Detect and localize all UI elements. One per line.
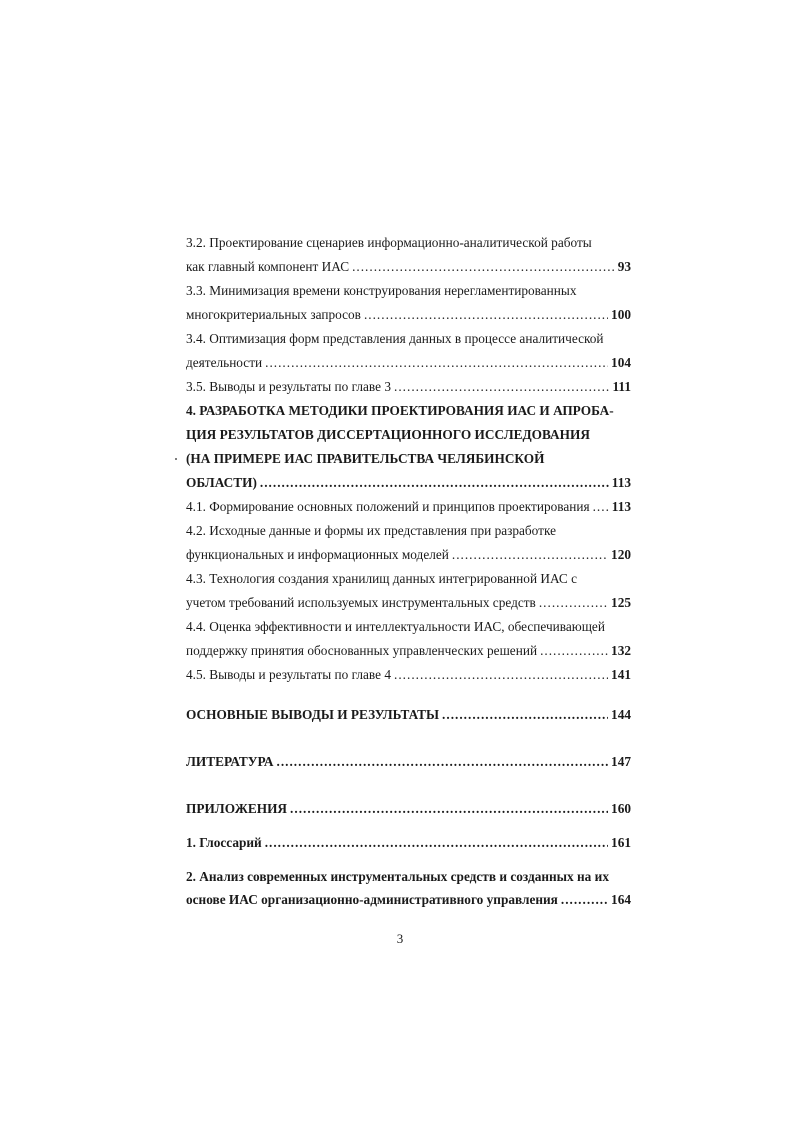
toc-entry-text: учетом требований используемых инструментальных средств [186,595,536,610]
toc-entry-text: 4.2. Исходные данные и формы их представления при разработке [186,523,557,538]
toc-chapter-text: ЦИЯ РЕЗУЛЬТАТОВ ДИССЕРТАЦИОННОГО ИССЛЕДОВАНИЯ [186,427,590,442]
scan-speck [175,458,177,460]
toc-section-text: ПРИЛОЖЕНИЯ [186,801,288,816]
toc-page-number: 125 [611,595,631,610]
toc-page-number: 161 [611,835,631,850]
toc-section-text: 1. Глоссарий [186,835,262,850]
toc-entry-4-4-line2 [186,641,631,661]
leader-dots [442,705,608,725]
toc-appendices [186,799,631,819]
toc-entry-text: многокритериальных запросов [186,307,361,322]
leader-dots [265,353,608,373]
page-number: 3 [396,931,404,946]
toc-entry-text: 4.5. Выводы и результаты по главе 4 [186,667,392,682]
toc-entry-text: деятельности [186,355,263,370]
toc-section-text: ОСНОВНЫЕ ВЫВОДЫ И РЕЗУЛЬТАТЫ [186,707,440,722]
toc-entry-3-2-line1 [186,233,631,253]
toc-page-number: 104 [611,355,631,370]
leader-dots [290,799,608,819]
toc-entry-3-5 [186,377,631,397]
toc-entry-3-2-line2 [186,257,631,277]
toc-entry-4-1 [186,497,631,517]
toc-entry-text: 4.4. Оценка эффективности и интеллектуальности ИАС, обеспечивающей [186,619,605,634]
toc-entry-3-4-line1 [186,329,631,349]
toc-entry-3-3-line2 [186,305,631,325]
toc-entry-text: 4.3. Технология создания хранилищ данных интегрированной ИАС с [186,571,578,586]
toc-entry-text: 3.3. Минимизация времени конструирования нерегламентированных [186,283,577,298]
leader-dots [539,593,608,613]
toc-entry-4-4-line1 [186,617,631,637]
leader-dots [265,833,608,853]
leader-dots [364,305,608,325]
toc-analysis-line1 [186,867,631,887]
toc-entry-4-2-line1 [186,521,631,541]
toc-entry-text: 3.2. Проектирование сценариев информационно-аналитической работы [186,235,592,250]
toc-entry-text: 3.4. Оптимизация форм представления данных в процессе аналитической [186,331,604,346]
toc-chapter-4-line3 [186,449,631,469]
toc-entry-4-2-line2 [186,545,631,565]
toc-page-number: 111 [612,379,631,394]
toc-entry-4-5 [186,665,631,685]
toc-entry-text: поддержку принятия обоснованных управленческих решений [186,643,538,658]
toc-page-number: 144 [611,707,631,722]
toc-chapter-text: ОБЛАСТИ) [186,475,257,490]
toc-chapter-4-line4 [186,473,631,493]
toc-glossary [186,833,631,853]
toc-page-number: 120 [611,547,631,562]
toc-chapter-text: (НА ПРИМЕРЕ ИАС ПРАВИТЕЛЬСТВА ЧЕЛЯБИНСКОЙ [186,451,545,466]
toc-entry-4-3-line1 [186,569,631,589]
toc-page-number: 100 [611,307,631,322]
toc-page-number: 132 [611,643,631,658]
toc-analysis-line2 [186,890,631,910]
toc-section-text: основе ИАС организационно-административного управления [186,892,558,907]
toc-page-number: 113 [611,475,631,490]
toc-page-number: 141 [611,667,631,682]
toc-entry-text: 4.1. Формирование основных положений и принципов проектирования [186,499,590,514]
toc-page-number: 160 [611,801,631,816]
leader-dots [593,497,609,517]
toc-entry-text: как главный компонент ИАС [186,259,350,274]
toc-page-number: 164 [611,892,631,907]
toc-literature [186,752,631,772]
leader-dots [394,377,610,397]
toc-entry-3-3-line1 [186,281,631,301]
toc-page-number: 93 [617,259,631,274]
leader-dots [352,257,615,277]
leader-dots [561,890,608,910]
toc-entry-4-3-line2 [186,593,631,613]
toc-section-text: ЛИТЕРАТУРА [186,754,274,769]
leader-dots [452,545,608,565]
toc-chapter-4-line2 [186,425,631,445]
leader-dots [277,752,609,772]
toc-conclusions [186,705,631,725]
toc-section-text: 2. Анализ современных инструментальных средств и созданных на их [186,869,609,884]
toc-chapter-4-line1 [186,401,631,421]
leader-dots [260,473,609,493]
toc-entry-3-4-line2 [186,353,631,373]
toc-entry-text: 3.5. Выводы и результаты по главе 3 [186,379,392,394]
leader-dots [540,641,608,661]
leader-dots [394,665,608,685]
toc-chapter-text: 4. РАЗРАБОТКА МЕТОДИКИ ПРОЕКТИРОВАНИЯ ИАС И АПРОБА- [186,403,614,418]
toc-page-number: 113 [611,499,631,514]
toc-page-number: 147 [611,754,631,769]
toc-entry-text: функциональных и информационных моделей [186,547,449,562]
